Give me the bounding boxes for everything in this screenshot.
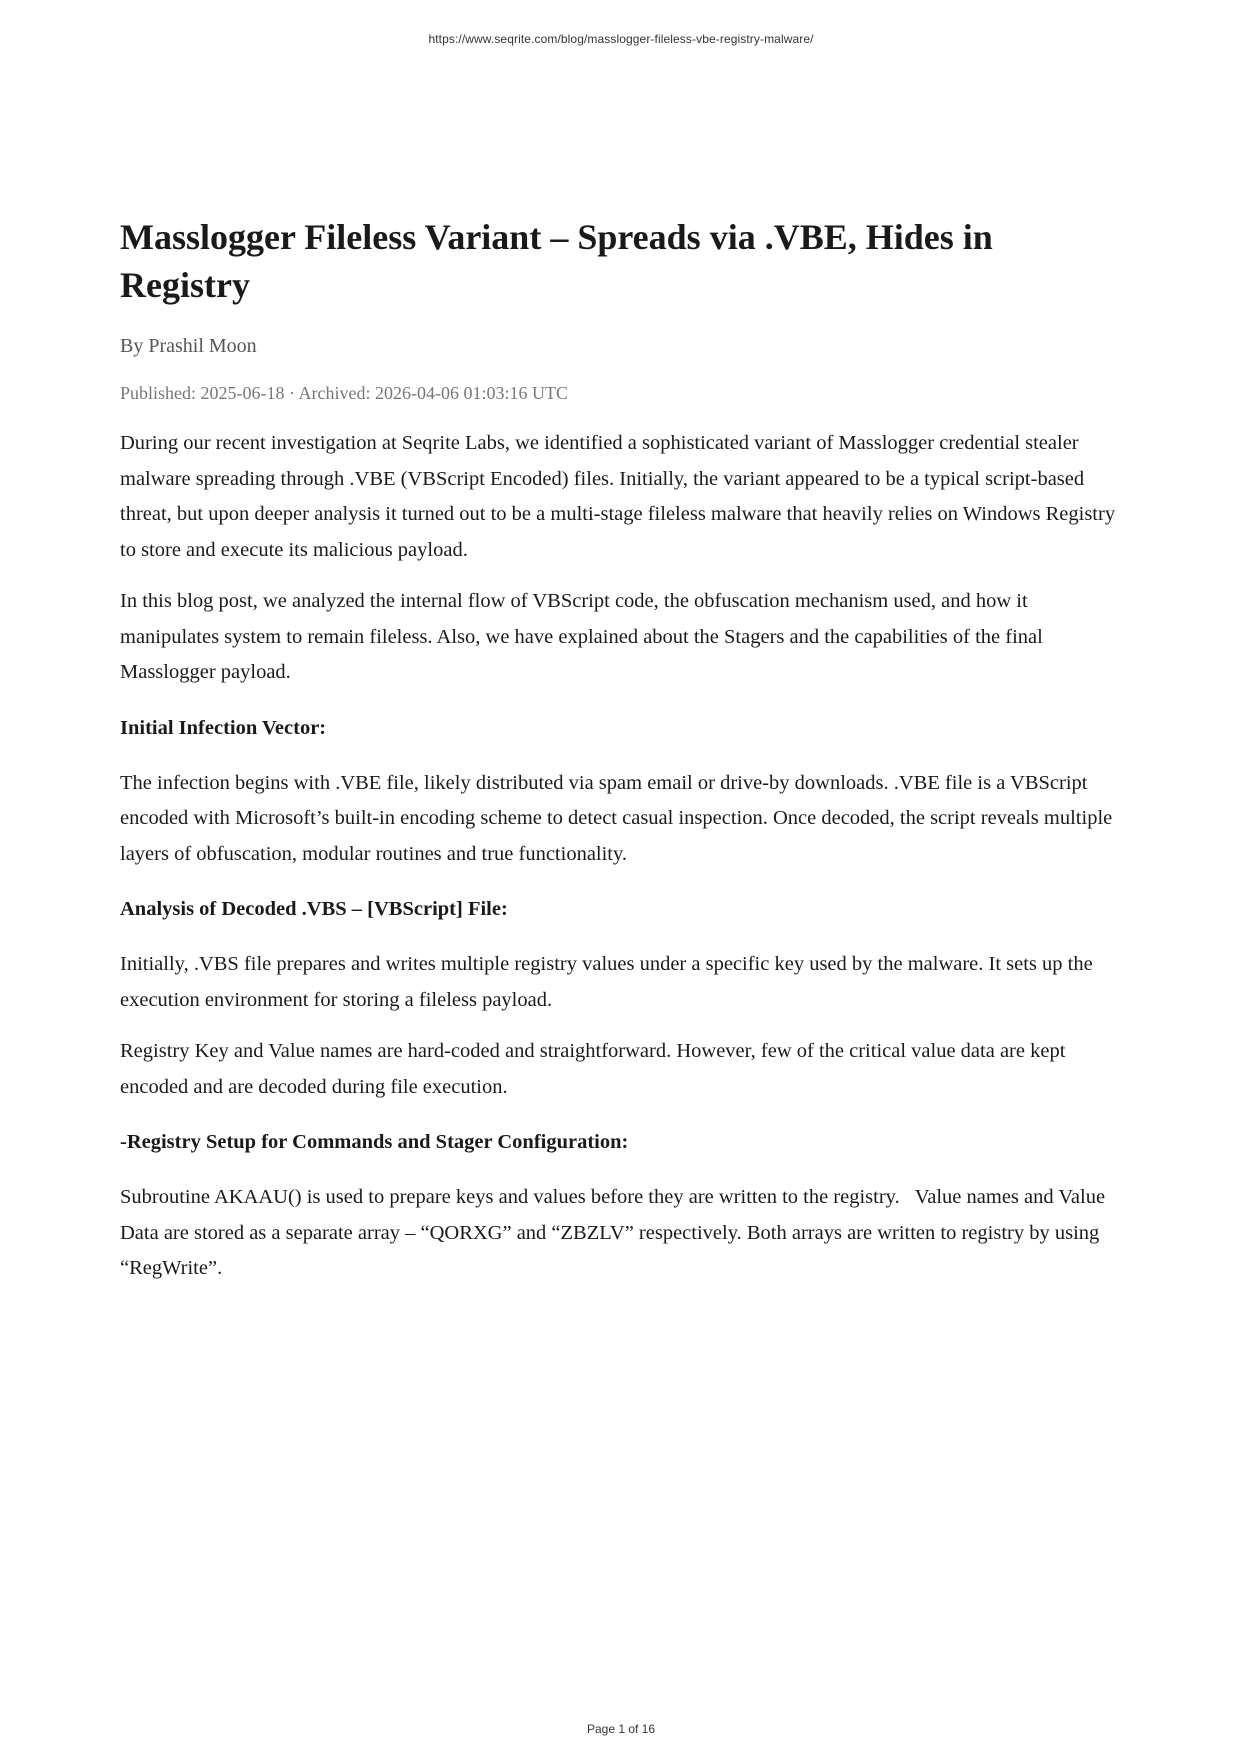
section-heading-decoded-vbs-analysis: Analysis of Decoded .VBS – [VBScript] File: (120, 898, 508, 920)
article-publish-meta: Published: 2025-06-18 · Archived: 2026-04-06 01:03:16 UTC (120, 383, 568, 403)
page-url-header: https://www.seqrite.com/blog/masslogger-fileless-vbe-registry-malware/ (428, 32, 814, 46)
article-title: Masslogger Fileless Variant – Spreads via .VBE, Hides in Registry (120, 217, 993, 305)
article (120, 213, 1130, 1287)
article-byline: By Prashil Moon (120, 335, 257, 357)
section-paragraph: Registry Key and Value names are hard-coded and straightforward. However, few of the critical value data are kept encoded and are decoded during file execution. (120, 1040, 1066, 1098)
page-number-footer: Page 1 of 16 (586, 1722, 656, 1736)
intro-paragraph: In this blog post, we analyzed the internal flow of VBScript code, the obfuscation mechanism used, and how it manipulates system to remain fileless. Also, we have explained about the Stagers and the capabilities of the final Masslogger payload. (120, 590, 1043, 683)
section-paragraph: Initially, .VBS file prepares and writes multiple registry values under a specific key used by the malware. It sets up the execution environment for storing a fileless payload. (120, 953, 1093, 1011)
section-heading-registry-setup: -Registry Setup for Commands and Stager Configuration: (120, 1131, 629, 1153)
section-heading-initial-infection-vector: Initial Infection Vector: (120, 716, 327, 739)
section-paragraph: The infection begins with .VBE file, likely distributed via spam email or drive-by downloads. .VBE file is a VBScript encoded with Microsoft’s built-in encoding scheme to detect casual inspection. Once decoded, the script reveals multiple layers of obfuscation, modular routines and true functionality. (120, 771, 1113, 865)
intro-paragraph: During our recent investigation at Seqrite Labs, we identified a sophisticated variant of Masslogger credential stealer malware spreading through .VBE (VBScript Encoded) files. Initially, the variant appeared to be a typical script-based threat, but upon deeper analysis it turned out to be a multi-stage fileless malware that heavily relies on Windows Registry to store and execute its malicious payload. (120, 432, 1116, 561)
section-paragraph: Subroutine AKAAU() is used to prepare keys and values before they are written to the registry. Value names and Value Data are stored as a separate array – “QORXG” and “ZBZLV” respectively. Both arrays are written to registry by using “RegWrite”. (120, 1186, 1106, 1279)
